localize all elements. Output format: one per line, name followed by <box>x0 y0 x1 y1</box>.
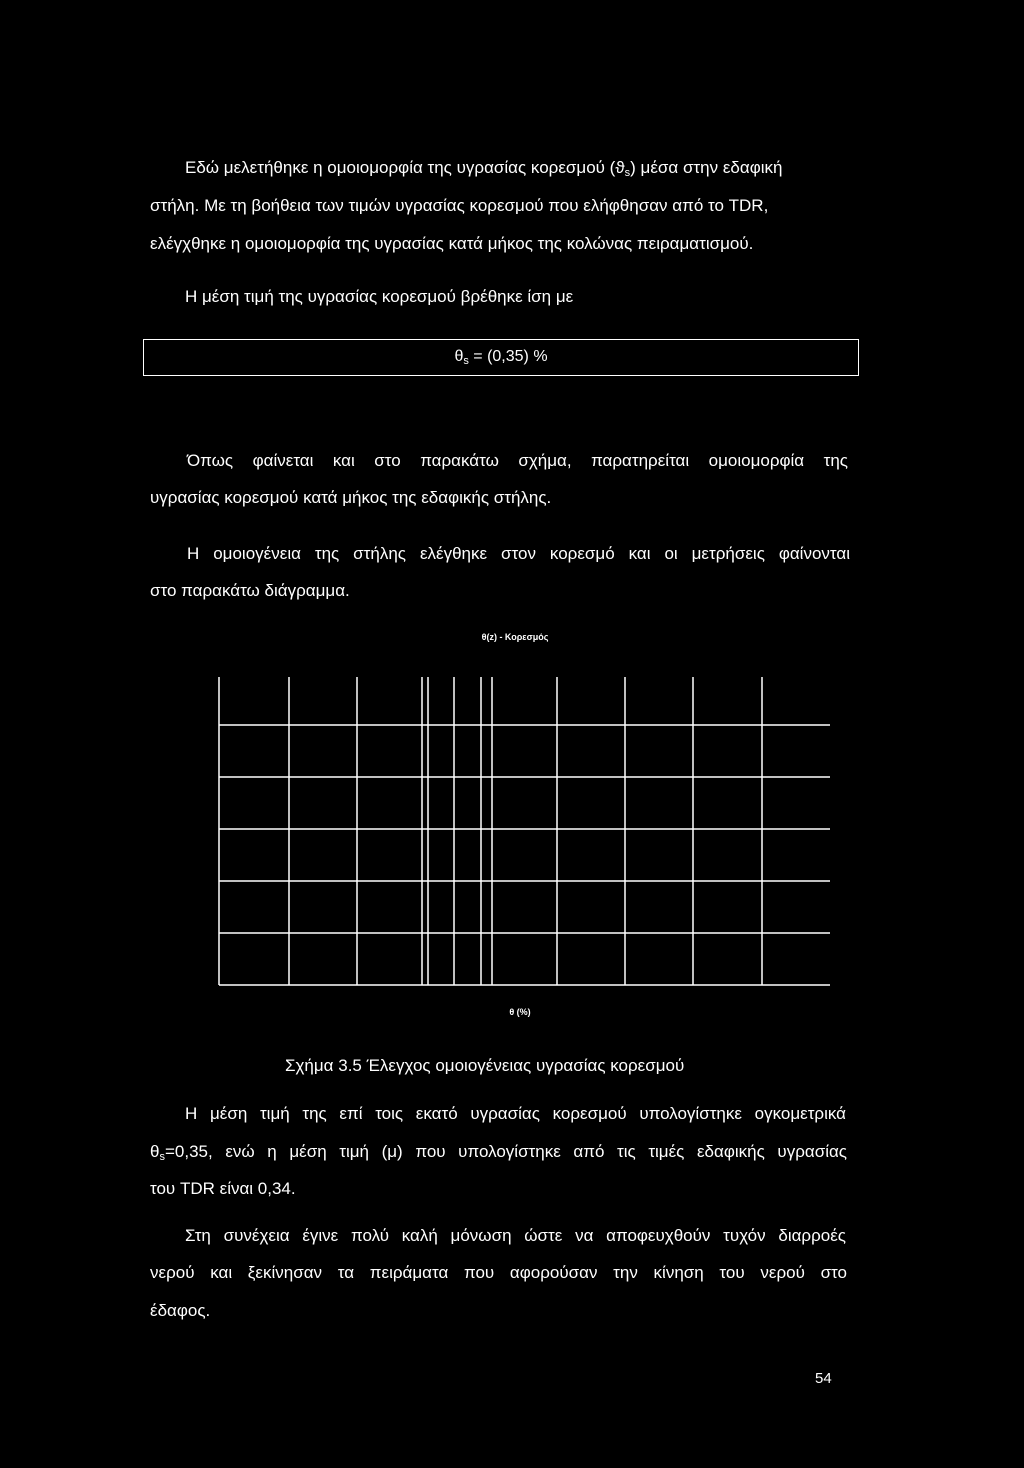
text-span: =0,35, ενώ η μέση τιμή (μ) που υπολογίστηκε από τις τιμές εδαφικής υγρασίας <box>164 1142 847 1161</box>
paragraph-5-line-2 <box>150 1142 847 1162</box>
chart-title: θ(z) - Κορεσμός <box>481 632 549 642</box>
theta-symbol: θ <box>150 1142 160 1161</box>
paragraph-5-line-3: του TDR είναι 0,34. <box>150 1179 296 1198</box>
paragraph-2: Η μέση τιμή της υγρασίας κορεσμού βρέθηκε ίση με <box>185 287 574 306</box>
paragraph-1-line-2: στήλη. Με τη βοήθεια των τιμών υγρασίας κορεσμού που ελήφθησαν από το TDR, <box>150 196 769 215</box>
theta-symbol: θ <box>454 348 464 365</box>
paragraph-4-line-2: στο παρακάτω διάγραμμα. <box>150 581 350 600</box>
subscript: s <box>159 1151 165 1163</box>
chart-x-axis-label: θ (%) <box>509 1007 531 1017</box>
text-span: ) μέσα στην εδαφική <box>630 158 783 177</box>
page-number: 54 <box>815 1370 832 1387</box>
paragraph-3-line-1: Όπως φαίνεται και στο παρακάτω σχήμα, παρατηρείται ομοιομορφία της <box>187 451 848 470</box>
paragraph-3-line-2: υγρασίας κορεσμού κατά μήκος της εδαφικής στήλης. <box>150 488 552 507</box>
equation-value: = (0,35) % <box>468 348 548 365</box>
paragraph-5-line-1: Η μέση τιμή της επί τοις εκατό υγρασίας κορεσμού υπολογίστηκε ογκομετρικά <box>185 1104 846 1123</box>
paragraph-6-line-1: Στη συνέχεια έγινε πολύ καλή μόνωση ώστε να αποφευχθούν τυχόν διαρροές <box>185 1226 846 1245</box>
subscript: s <box>624 167 631 179</box>
paragraph-6-line-2: νερού και ξεκίνησαν τα πειράματα που αφορούσαν την κίνηση του νερού στο <box>150 1263 847 1282</box>
figure-caption: Σχήμα 3.5 Έλεγχος ομοιογένειας υγρασίας κορεσμού <box>285 1056 685 1075</box>
paragraph-6-line-3: έδαφος. <box>150 1301 211 1320</box>
paragraph-1-line-3: ελέγχθηκε η ομοιομορφία της υγρασίας κατά μήκος της κολώνας πειραματισμού. <box>150 234 754 253</box>
theta-symbol: ϑ <box>615 158 625 177</box>
paragraph-4-line-1: Η ομοιογένεια της στήλης ελέγθηκε στον κορεσμό και οι μετρήσεις φαίνονται <box>187 544 850 563</box>
subscript: s <box>463 355 469 367</box>
text-span: Εδώ μελετήθηκε η ομοιομορφία της υγρασίας κορεσμού ( <box>185 158 616 177</box>
